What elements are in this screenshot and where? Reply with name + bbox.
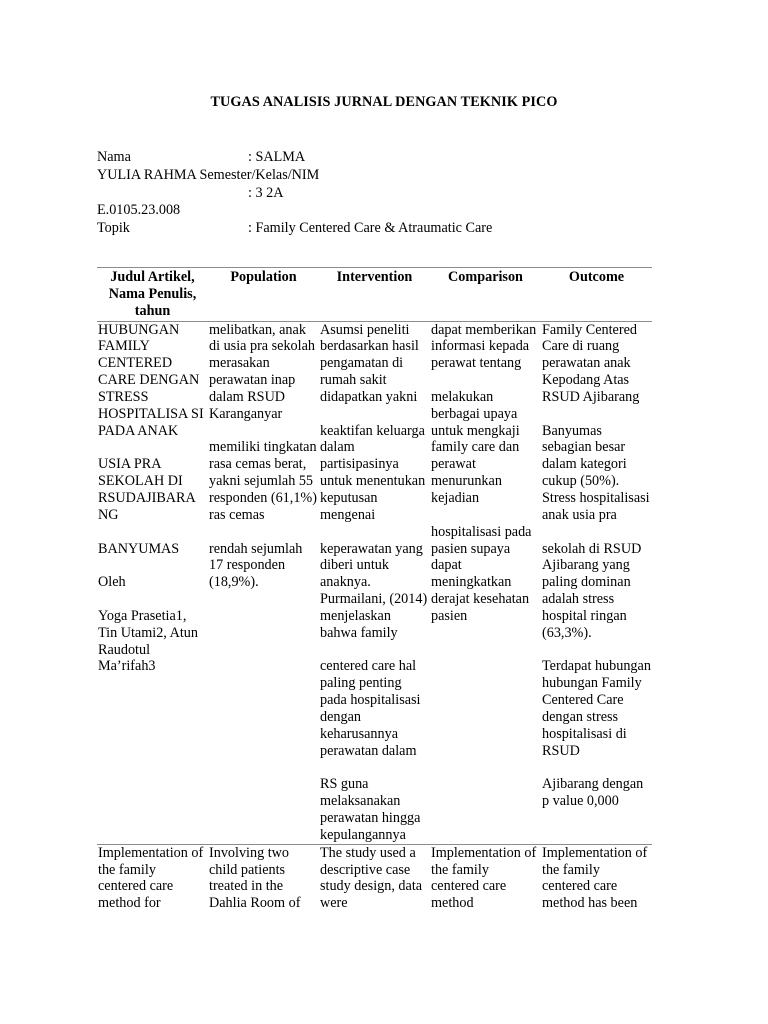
cell-outcome: Implementation of the family centered care method has been [542, 844, 648, 912]
topik-label: Topik [97, 220, 130, 237]
table-row [97, 844, 652, 912]
outcome-para: Banyumas sebagian besar dalam kategori cukup (50%). Stress hospitalisasi anak usia pra [542, 422, 650, 523]
table-row [97, 321, 652, 844]
cell-intervention [319, 321, 430, 844]
judul-para: Yoga Prasetia1, Tin Utami2, Atun Raudotul Ma’rifah3 [98, 607, 198, 675]
info-row-semester [97, 167, 657, 185]
header-outcome: Outcome [541, 268, 652, 322]
outcome-para: sekolah di RSUD Ajibarang yang paling dominan adalah stress hospital ringan (63,3%). [542, 540, 642, 641]
population-para: memiliki tingkatan rasa cemas berat, yakni sejumlah 55 responden (61,1%) ras cemas [209, 439, 317, 523]
cell-judul: Implementation of the family centered care method for [98, 844, 204, 912]
info-row-nim [97, 202, 657, 220]
header-judul: Judul Artikel, Nama Penulis, tahun [97, 268, 208, 322]
population-para: rendah sejumlah 17 responden (18,9%). [209, 540, 303, 591]
cell-judul [97, 321, 208, 844]
outcome-para: Terdapat hubungan hubungan Family Centered Care dengan stress hospitalisasi di RSUD [542, 658, 651, 759]
judul-para: Oleh [98, 574, 126, 591]
intervention-para: RS guna melaksanakan perawatan hingga kepulangannya [320, 776, 421, 843]
cell-outcome [541, 321, 652, 844]
header-comparison: Comparison [430, 268, 541, 322]
cell-intervention: The study used a descriptive case study design, data were [320, 844, 423, 912]
intervention-para: keperawatan yang diberi untuk anaknya. Purmailani, (2014) menjelaskan bahwa family [320, 540, 428, 641]
comparison-para: melakukan berbagai upaya untuk mengkaji family care dan perawat menurunkan kejadian [431, 388, 520, 506]
outcome-para: Ajibarang dengan p value 0,000 [542, 776, 644, 810]
comparison-para: hospitalisasi pada pasien supaya dapat meningkatkan derajat kesehatan pasien [431, 523, 532, 624]
nama-label: Nama [97, 149, 131, 165]
topik-value: : Family Centered Care & Atraumatic Care [248, 220, 493, 237]
judul-para: HUBUNGAN FAMILY CENTERED CARE DENGAN STRESS HOSPITALISA SI PADA ANAK [98, 321, 204, 439]
header-intervention: Intervention [319, 268, 430, 322]
population-para: melibatkan, anak di usia pra sekolah merasakan perawatan inap dalam RSUD Karanganyar [209, 321, 315, 422]
semester-label: YULIA RAHMA Semester/Kelas/NIM [97, 166, 320, 183]
semester-value: : 3 2A [248, 184, 284, 201]
intervention-para: Asumsi peneliti berdasarkan hasil pengamatan di rumah sakit didapatkan yakni [320, 321, 419, 405]
header-population: Population [208, 268, 319, 322]
info-row-nama [97, 149, 657, 167]
document-title: TUGAS ANALISIS JURNAL DENGAN TEKNIK PICO [210, 94, 558, 110]
pico-table [97, 267, 652, 912]
judul-para: USIA PRA SEKOLAH DI RSUDAJIBARA NG [98, 456, 195, 523]
nama-value: : SALMA [248, 149, 306, 165]
student-info [97, 149, 657, 238]
cell-comparison [430, 321, 541, 844]
table-header-row [97, 268, 652, 322]
outcome-para: Family Centered Care di ruang perawatan anak Kepodang Atas RSUD Ajibarang [542, 321, 640, 405]
nim-value: E.0105.23.008 [97, 202, 181, 219]
info-row-semester-value [97, 185, 657, 203]
info-row-topik [97, 220, 657, 238]
comparison-para: dapat memberikan informasi kepada perawat tentang [431, 321, 537, 372]
cell-population: Involving two child patients treated in the Dahlia Room of [209, 844, 301, 912]
intervention-para: keaktifan keluarga dalam partisipasinya untuk menentukan keputusan mengenai [320, 422, 426, 523]
cell-comparison: Implementation of the family centered care method [431, 844, 537, 912]
cell-population [208, 321, 319, 844]
intervention-para: centered care hal paling penting pada hospitalisasi dengan keharusannya perawatan dalam [320, 658, 421, 759]
judul-para: BANYUMAS [98, 540, 180, 557]
